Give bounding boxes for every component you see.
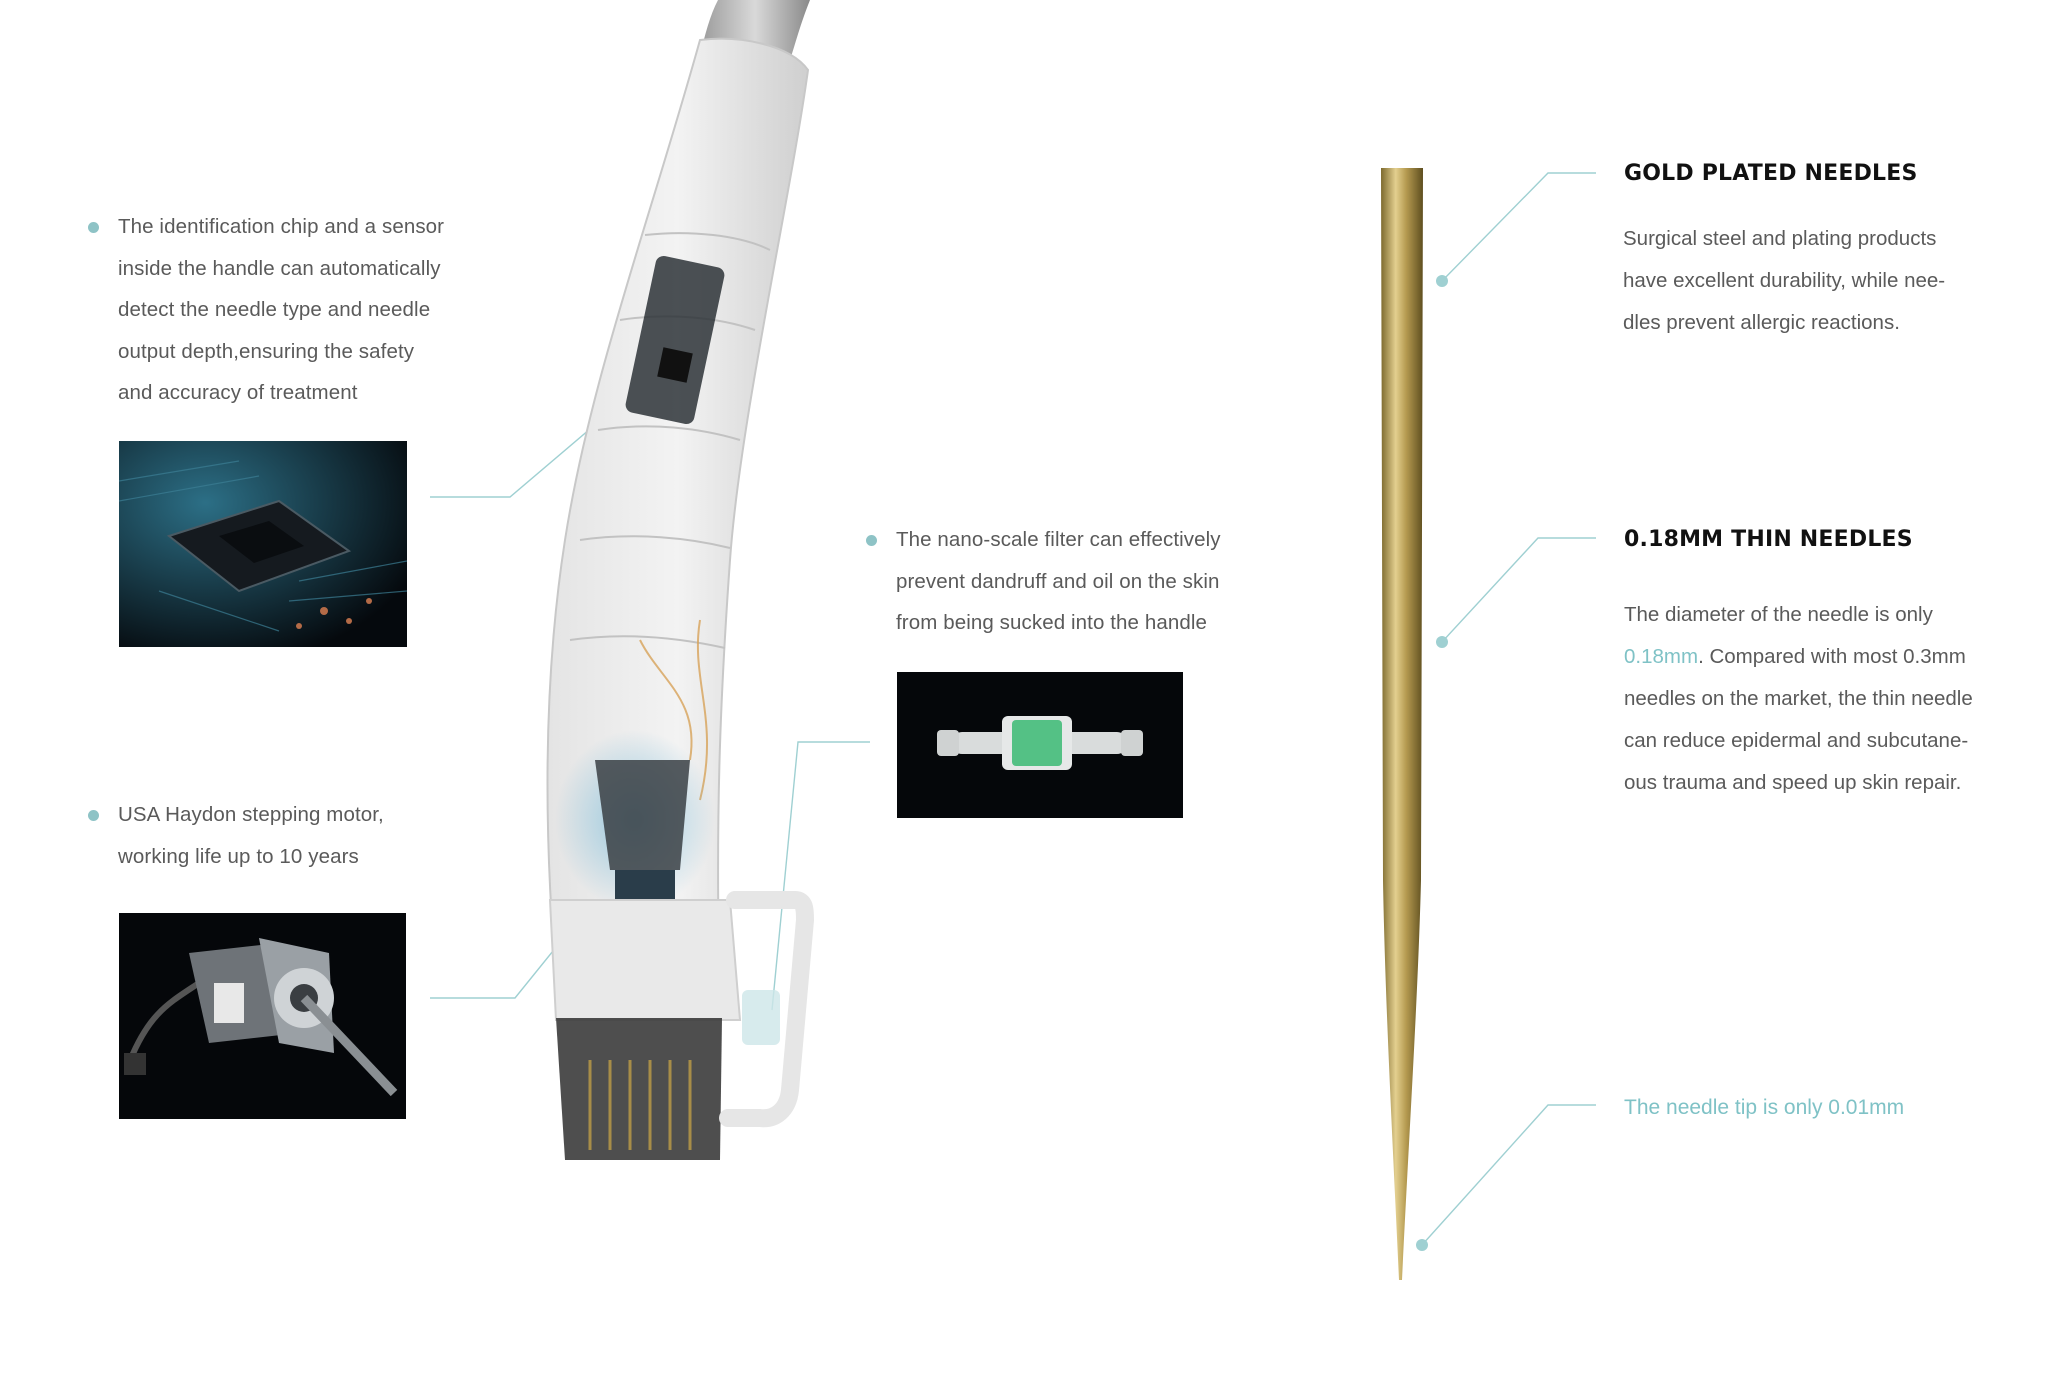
needle-tip-label: The needle tip is only 0.01mm xyxy=(1624,1096,1905,1119)
filter-description xyxy=(896,519,1242,644)
text-line xyxy=(1624,636,1982,678)
text-line: output depth,ensuring the safety xyxy=(118,339,415,363)
text-line: The nano-scale filter can effectively xyxy=(896,528,1221,551)
text-line: prevent dandruff and oil on the skin xyxy=(896,569,1220,593)
nano-filter-image xyxy=(897,672,1183,818)
motor-description xyxy=(118,794,423,877)
text-line: can reduce epidermal and subcutane- xyxy=(1624,729,1969,752)
stepper-motor-image xyxy=(119,913,406,1119)
gold-needle-description xyxy=(1623,218,1968,344)
text-line: detect the needle type and needle xyxy=(118,298,431,321)
bullet-dot xyxy=(88,810,99,821)
circuit-board-image xyxy=(119,441,407,647)
text-line: have excellent durability, while nee- xyxy=(1623,269,1946,292)
text-line: inside the handle can automatically xyxy=(118,256,441,280)
bullet-dot xyxy=(88,222,99,233)
filter-photo xyxy=(897,672,1183,818)
text-line: from being sucked into the handle xyxy=(896,611,1207,634)
motor-core xyxy=(595,760,690,870)
text-line: Surgical steel and plating products xyxy=(1623,227,1937,250)
text-line: needles on the market, the thin needle xyxy=(1624,687,1973,710)
diameter-highlight: 0.18mm xyxy=(1624,645,1699,668)
text-line: The diameter of the needle is only xyxy=(1624,603,1933,626)
text-line: dles prevent allergic reactions. xyxy=(1623,311,1900,334)
text-line: working life up to 10 years xyxy=(118,844,359,868)
text-span: . Compared with most 0.3mm xyxy=(1698,645,1966,668)
motor-photo xyxy=(119,913,406,1119)
chip-description xyxy=(118,206,448,414)
chip-photo xyxy=(119,441,407,647)
bullet-dot xyxy=(866,535,877,546)
text-line: USA Haydon stepping motor, xyxy=(118,803,384,826)
needle-cartridge xyxy=(556,1018,722,1160)
text-line: and accuracy of treatment xyxy=(118,381,358,404)
text-line: ous trauma and speed up skin repair. xyxy=(1624,771,1962,794)
gold-needle-title: GOLD PLATED NEEDLES xyxy=(1624,161,1918,186)
text-line: The identification chip and a sensor xyxy=(118,215,445,238)
gold-needle xyxy=(1381,168,1423,1280)
thin-needle-description xyxy=(1624,594,1982,804)
thin-needle-title: 0.18MM THIN NEEDLES xyxy=(1624,527,1913,552)
